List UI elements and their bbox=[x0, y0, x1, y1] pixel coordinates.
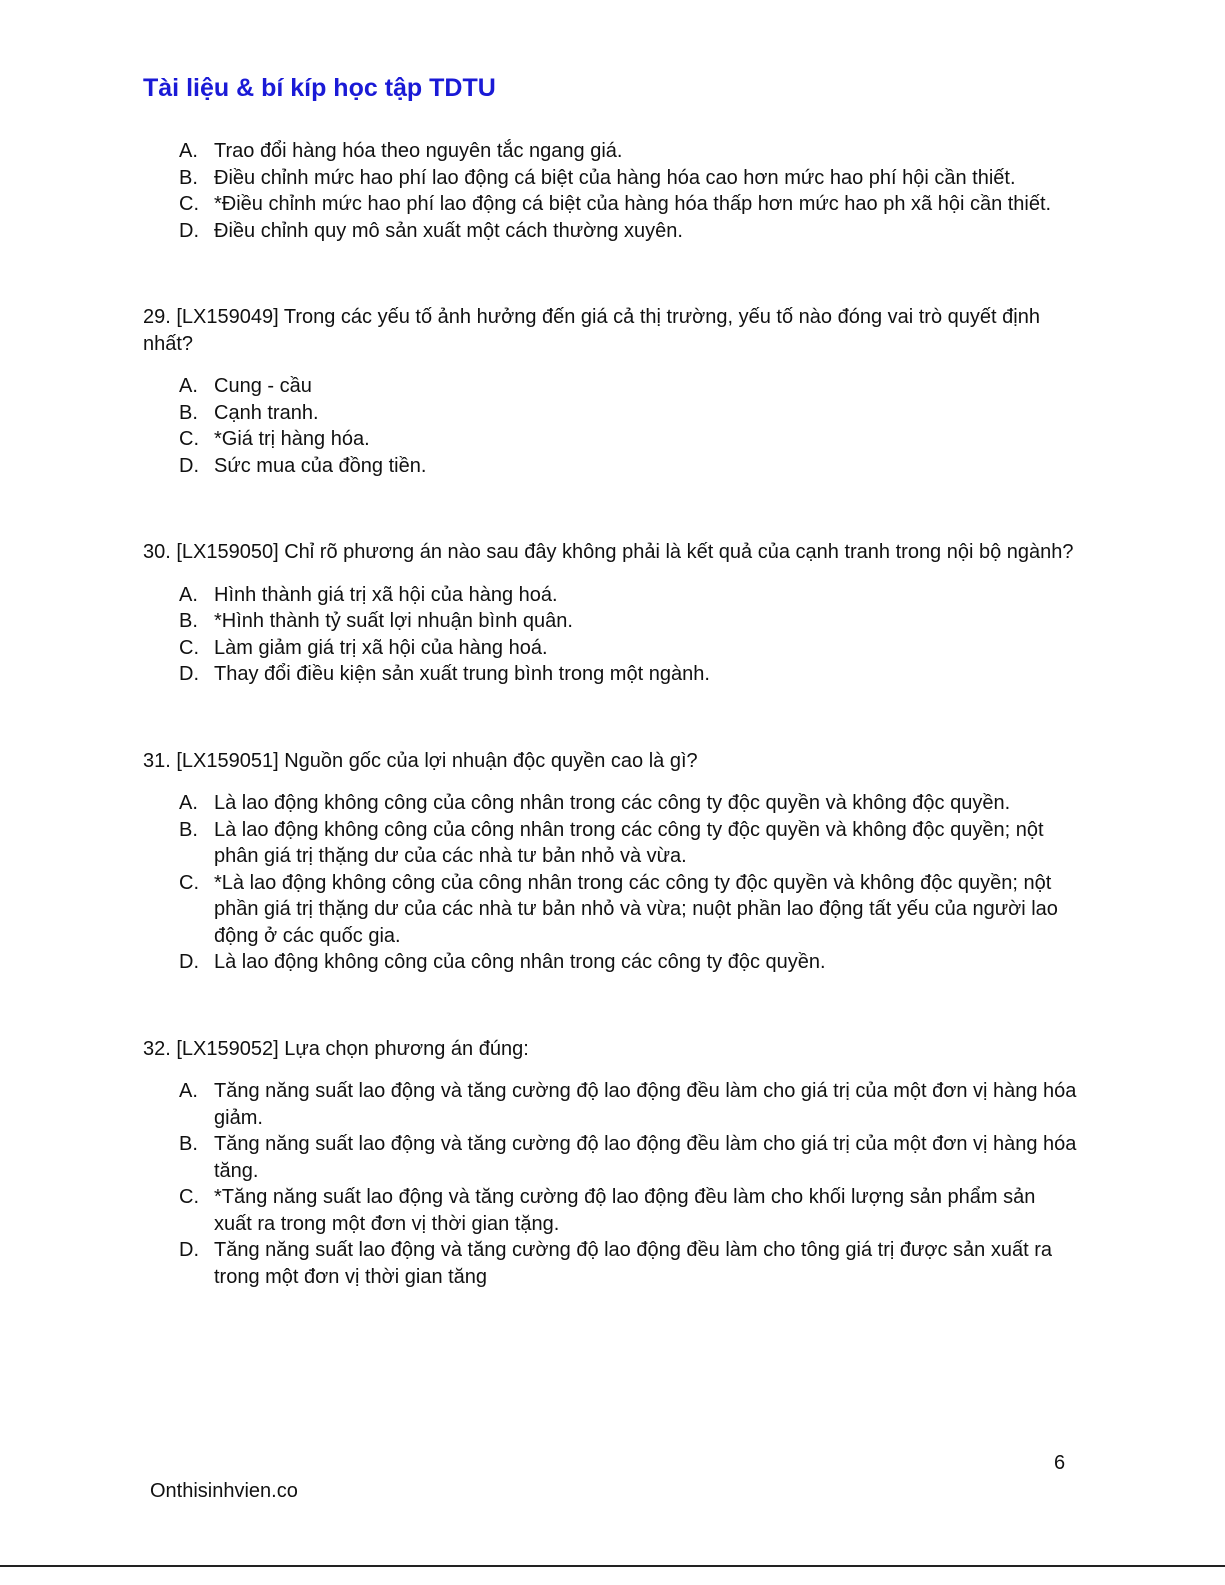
option-letter: C. bbox=[179, 636, 199, 659]
option-letter: B. bbox=[179, 818, 198, 841]
option-text: Là lao động không công của công nhân trong các công ty độc quyền và không độc quyền; nột phân giá trị thặng dư của các nhà tư bản nhỏ và vừa. bbox=[214, 818, 1044, 867]
option-a bbox=[179, 373, 1078, 400]
option-letter: B. bbox=[179, 401, 198, 424]
option-letter: A. bbox=[179, 583, 198, 606]
option-c bbox=[179, 870, 1078, 950]
option-letter: A. bbox=[179, 792, 198, 814]
option-text: Cạnh tranh. bbox=[214, 401, 319, 424]
option-d bbox=[179, 949, 1078, 976]
option-d bbox=[179, 218, 1078, 245]
option-d bbox=[179, 661, 1078, 688]
question-text: 29. [LX159049] Trong các yếu tố ảnh hưởng đến giá cả thị trường, yếu tố nào đóng vai trò quyết định nhất? bbox=[143, 306, 1040, 355]
option-letter: B. bbox=[179, 610, 198, 632]
question-32 bbox=[143, 1036, 1078, 1291]
option-letter: C. bbox=[179, 871, 199, 894]
question-29 bbox=[143, 304, 1078, 479]
option-b bbox=[179, 817, 1078, 870]
option-text: Là lao động không công của công nhân trong các công ty độc quyền và không độc quyền. bbox=[214, 792, 1011, 814]
question-text: 30. [LX159050] Chỉ rõ phương án nào sau đây không phải là kết quả của cạnh tranh trong nội bộ ngành? bbox=[143, 541, 1074, 563]
question-31 bbox=[143, 748, 1078, 976]
option-letter: D. bbox=[179, 219, 199, 242]
option-letter: D. bbox=[179, 1239, 199, 1261]
option-text: Là lao động không công của công nhân trong các công ty độc quyền. bbox=[214, 951, 826, 973]
page-number: 6 bbox=[1054, 1452, 1066, 1474]
option-b bbox=[179, 608, 1078, 635]
content bbox=[143, 138, 1078, 1290]
option-text: Hình thành giá trị xã hội của hàng hoá. bbox=[214, 583, 558, 606]
question-options bbox=[179, 373, 1078, 479]
continued-options bbox=[179, 138, 1078, 244]
option-letter: C. bbox=[179, 193, 199, 215]
option-a bbox=[179, 790, 1078, 817]
option-letter: B. bbox=[179, 1133, 198, 1155]
option-text: *Hình thành tỷ suất lợi nhuận bình quân. bbox=[214, 610, 573, 632]
question-options bbox=[179, 790, 1078, 976]
option-text: *Giá trị hàng hóa. bbox=[214, 428, 370, 450]
option-text: Điều chỉnh mức hao phí lao động cá biệt của hàng hóa cao hơn mức hao phí hội cần thiết. bbox=[214, 166, 1016, 189]
header-title: Tài liệu & bí kíp học tập TDTU bbox=[143, 74, 496, 102]
option-d bbox=[179, 1237, 1078, 1290]
option-text: Điều chỉnh quy mô sản xuất một cách thường xuyên. bbox=[214, 219, 683, 242]
option-letter: B. bbox=[179, 166, 198, 189]
option-text: *Tăng năng suất lao động và tăng cường độ lao động đều làm cho khối lượng sản phẩm sản xuất ra trong một đơn vị thời gian tặng. bbox=[214, 1186, 1036, 1235]
option-a bbox=[179, 582, 1078, 609]
option-a bbox=[179, 138, 1078, 165]
option-letter: C. bbox=[179, 1186, 199, 1208]
option-c bbox=[179, 635, 1078, 662]
option-c bbox=[179, 191, 1078, 218]
option-letter: D. bbox=[179, 663, 199, 685]
footer-site-text: Onthisinhvien.co bbox=[150, 1480, 298, 1502]
option-b bbox=[179, 400, 1078, 427]
option-letter: D. bbox=[179, 951, 199, 973]
option-letter: A. bbox=[179, 140, 198, 162]
option-letter: A. bbox=[179, 1080, 198, 1102]
option-letter: D. bbox=[179, 454, 199, 477]
option-c bbox=[179, 1184, 1078, 1237]
option-text: Tăng năng suất lao động và tăng cường độ lao động đều làm cho tông giá trị được sản xuất ra trong một đơn vị thời gian tăng bbox=[214, 1239, 1052, 1288]
option-text: Tăng năng suất lao động và tăng cường độ lao động đều làm cho giá trị của một đơn vị hàng hóa tăng. bbox=[214, 1133, 1077, 1182]
option-b bbox=[179, 165, 1078, 192]
option-letter: A. bbox=[179, 375, 198, 397]
option-letter: C. bbox=[179, 428, 199, 450]
question-text: 31. [LX159051] Nguồn gốc của lợi nhuận độc quyền cao là gì? bbox=[143, 749, 698, 772]
question-options bbox=[179, 1078, 1078, 1290]
option-text: Thay đổi điều kiện sản xuất trung bình trong một ngành. bbox=[214, 663, 710, 685]
option-text: Cung - cầu bbox=[214, 375, 312, 397]
option-c bbox=[179, 426, 1078, 453]
option-text: Trao đổi hàng hóa theo nguyên tắc ngang giá. bbox=[214, 140, 623, 162]
option-a bbox=[179, 1078, 1078, 1131]
question-30 bbox=[143, 539, 1078, 688]
question-text: 32. [LX159052] Lựa chọn phương án đúng: bbox=[143, 1037, 529, 1060]
option-text: *Điều chỉnh mức hao phí lao động cá biệt của hàng hóa thấp hơn mức hao ph xã hội cần thiết. bbox=[214, 193, 1052, 215]
option-text: Sức mua của đồng tiền. bbox=[214, 454, 427, 477]
option-d bbox=[179, 453, 1078, 480]
option-text: Làm giảm giá trị xã hội của hàng hoá. bbox=[214, 636, 548, 659]
option-text: *Là lao động không công của công nhân trong các công ty độc quyền và không độc quyền; nột phần giá trị thặng dư của các nhà tư bản nhỏ và vừa; nuột phần lao động tất yếu của người lao động ở các quốc gia. bbox=[214, 871, 1058, 947]
page-divider bbox=[0, 1565, 1225, 1567]
option-b bbox=[179, 1131, 1078, 1184]
option-text: Tăng năng suất lao động và tăng cường độ lao động đều làm cho giá trị của một đơn vị hàng hóa giảm. bbox=[214, 1080, 1077, 1129]
question-options bbox=[179, 582, 1078, 688]
